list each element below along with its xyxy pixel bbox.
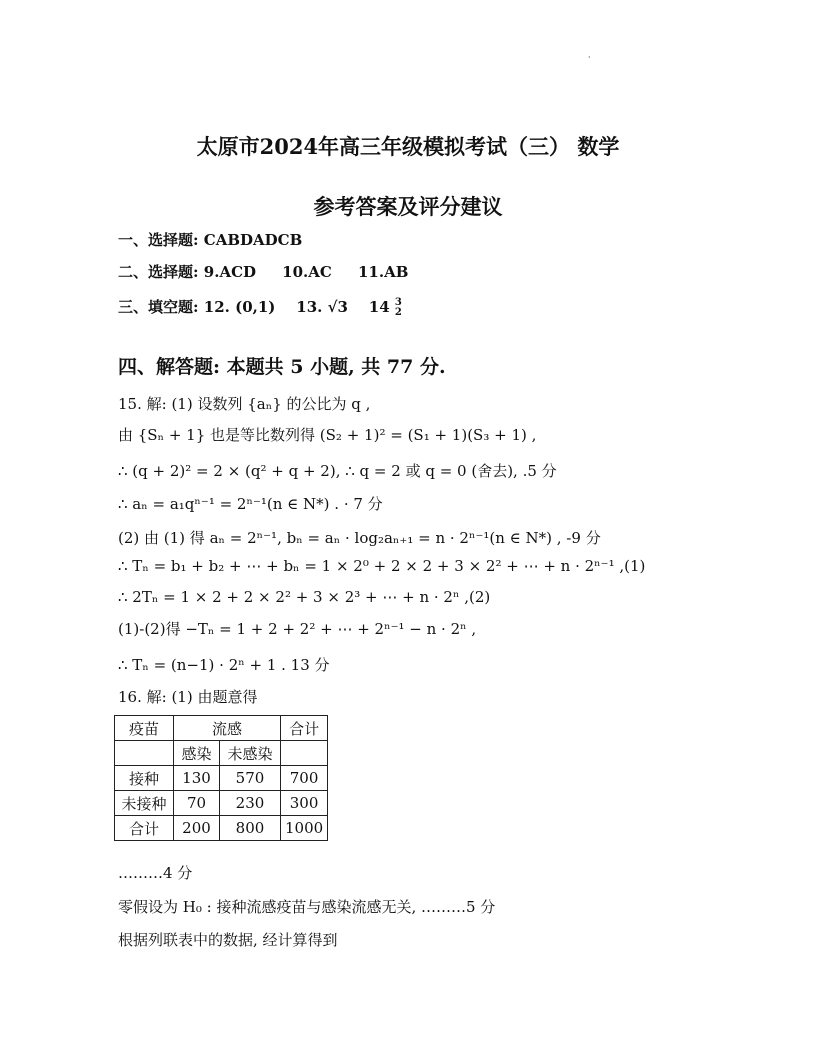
q16-line-3: 根据列联表中的数据, 经计算得到	[118, 931, 338, 949]
table-header-row-1	[115, 716, 328, 741]
page-subtitle: 参考答案及评分建议	[313, 194, 503, 219]
q16-line-2: 零假设为 H₀ : 接种流感疫苗与感染流感无关, ………5 分	[118, 898, 496, 916]
table-row	[115, 791, 328, 816]
table-cell: 230	[220, 791, 281, 816]
table-header-cell: 未感染	[220, 741, 281, 766]
q15-line-2: 由 {Sₙ + 1} 也是等比数列得 (S₂ + 1)² = (S₁ + 1)(S₃ + 1) ,	[118, 426, 537, 444]
fill-answer-12: 12. (0,1)	[203, 298, 276, 316]
table-cell	[281, 741, 328, 766]
contingency-table	[114, 715, 328, 841]
fraction-denominator: 2	[394, 307, 402, 318]
table-header-cell: 流感	[174, 716, 281, 741]
table-cell: 接种	[115, 766, 174, 791]
table-row	[115, 766, 328, 791]
table-header-row-2	[115, 741, 328, 766]
table-cell: 570	[220, 766, 281, 791]
fraction-numerator: 3	[394, 297, 402, 308]
q16-score-4: ………4 分	[118, 864, 193, 882]
q15-line-7: ∴ 2Tₙ = 1 × 2 + 2 × 2² + 3 × 2³ + ⋯ + n · 2ⁿ ,(2)	[118, 588, 491, 606]
page-title: 太原市2024年高三年级模拟考试（三） 数学	[196, 134, 620, 159]
section-4-heading: 四、解答题: 本题共 5 小题, 共 77 分.	[118, 356, 446, 378]
q15-line-8: (1)-(2)得 −Tₙ = 1 + 2 + 2² + ⋯ + 2ⁿ⁻¹ − n · 2ⁿ ,	[118, 620, 477, 638]
table-cell	[115, 741, 174, 766]
fill-answers	[118, 296, 402, 318]
fill-answer-14-num: 14	[368, 298, 390, 316]
q15-line-3: ∴ (q + 2)² = 2 × (q² + q + 2), ∴ q = 2 或 q = 0 (舍去), .5 分	[118, 462, 557, 480]
table-cell: 700	[281, 766, 328, 791]
table-cell: 合计	[115, 816, 174, 841]
q16-line-1: 16. 解: (1) 由题意得	[118, 688, 258, 706]
q15-line-6: ∴ Tₙ = b₁ + b₂ + ⋯ + bₙ = 1 × 2⁰ + 2 × 2 + 3 × 2² + ⋯ + n · 2ⁿ⁻¹ ,(1)	[118, 557, 646, 575]
choice2-item-9: 9.ACD	[203, 263, 257, 281]
fill-answer-13: 13. √3	[296, 298, 348, 316]
fill-answer-14-fraction	[395, 298, 402, 318]
choice2-label: 二、选择题:	[118, 263, 199, 281]
table-cell: 800	[220, 816, 281, 841]
table-row	[115, 816, 328, 841]
fill-label: 三、填空题:	[118, 298, 199, 316]
table-cell: 300	[281, 791, 328, 816]
table-cell: 200	[174, 816, 220, 841]
choice2-item-10: 10.AC	[282, 263, 332, 281]
corner-dot: ·	[588, 53, 591, 62]
table-header-cell: 合计	[281, 716, 328, 741]
table-cell: 70	[174, 791, 220, 816]
choice-answers-2	[118, 261, 408, 282]
table-cell: 未接种	[115, 791, 174, 816]
table-header-cell: 感染	[174, 741, 220, 766]
q15-line-1: 15. 解: (1) 设数列 {aₙ} 的公比为 q ,	[118, 395, 371, 413]
q15-line-4: ∴ aₙ = a₁qⁿ⁻¹ = 2ⁿ⁻¹(n ∈ N*) . · 7 分	[118, 495, 383, 513]
q15-line-5: (2) 由 (1) 得 aₙ = 2ⁿ⁻¹, bₙ = aₙ · log₂aₙ₊₁ = n · 2ⁿ⁻¹(n ∈ N*) , -9 分	[118, 529, 601, 547]
q15-line-9: ∴ Tₙ = (n−1) · 2ⁿ + 1 . 13 分	[118, 656, 330, 674]
table-cell: 1000	[281, 816, 328, 841]
choice-answers-1: 一、选择题: CABDADCB	[118, 231, 303, 249]
table-cell: 130	[174, 766, 220, 791]
table-header-cell: 疫苗	[115, 716, 174, 741]
choice2-item-11: 11.AB	[357, 263, 409, 281]
